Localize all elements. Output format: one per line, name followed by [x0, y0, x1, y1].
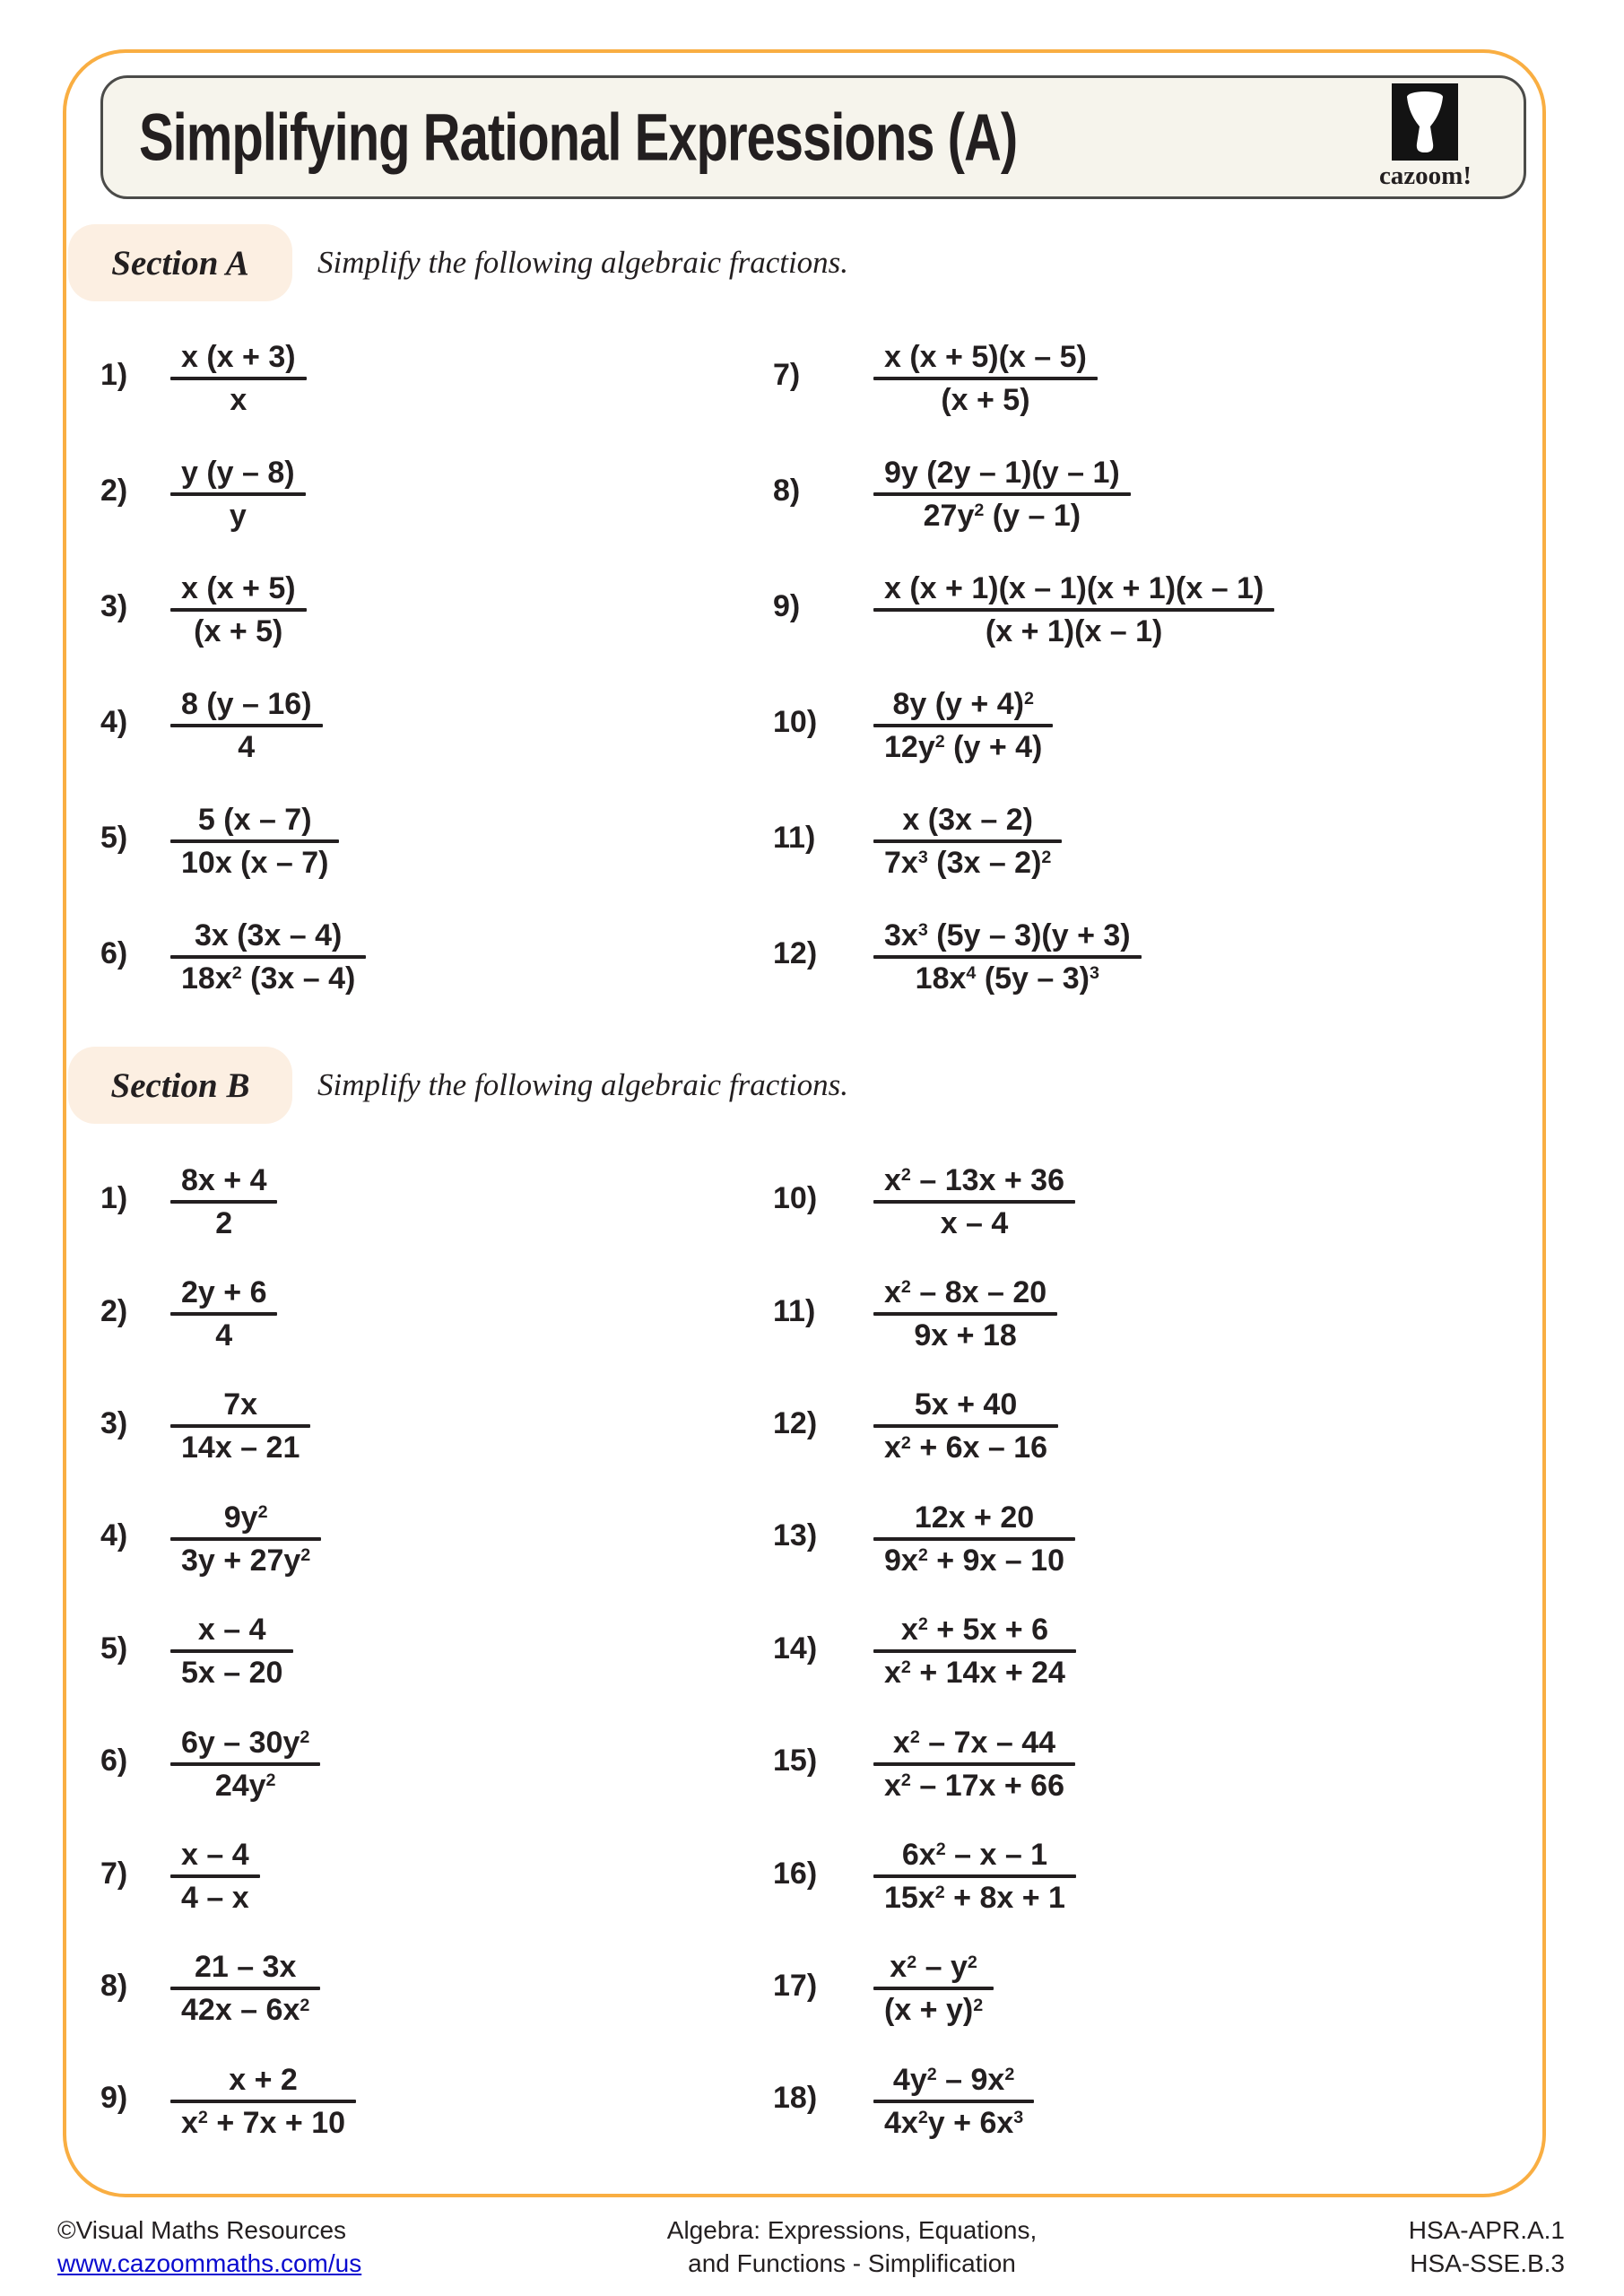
logo-wordmark: cazoom!	[1378, 161, 1472, 190]
fraction-numerator: 9y (2y – 1)(y – 1)	[884, 455, 1120, 490]
fraction-numerator: $x^2 - 13x + 36$	[884, 1162, 1064, 1197]
fraction-bar	[873, 1200, 1075, 1204]
problem-row	[100, 552, 366, 667]
problem-number: 12)	[773, 1405, 818, 1440]
fraction	[170, 802, 339, 881]
fraction-numerator: x – 4	[181, 1838, 249, 1873]
fraction-numerator: $3x^3$ (5y – 3)(y + 3)	[884, 918, 1131, 952]
problem-row	[100, 2045, 356, 2157]
fraction-bar	[873, 492, 1131, 496]
fraction-denominator: 9x + 18	[914, 1318, 1017, 1353]
problem-number: 17)	[773, 1968, 818, 2003]
problem-row	[773, 1933, 1076, 2045]
problem-row	[100, 667, 366, 783]
fraction-bar	[170, 955, 366, 959]
fraction-bar	[170, 1424, 310, 1428]
problem-row	[100, 320, 366, 436]
fraction-bar	[170, 492, 306, 496]
fraction-denominator: x	[230, 382, 248, 417]
problem-number: 7)	[100, 1856, 128, 1891]
fraction-bar	[873, 724, 1053, 727]
fraction	[170, 1274, 277, 1353]
fraction-numerator: 3x (3x – 4)	[194, 918, 343, 952]
problem-row	[100, 1933, 356, 2045]
problem-row	[773, 436, 1274, 552]
fraction-bar	[873, 1987, 994, 1990]
problem-row	[100, 1820, 356, 1932]
fraction	[873, 2062, 1034, 2141]
page-title: Simplifying Rational Expressions (A)	[139, 100, 1018, 175]
footer-category-line2: and Functions - Simplification	[688, 2249, 1016, 2277]
fraction-bar	[170, 839, 339, 843]
fraction-bar	[873, 839, 1062, 843]
fraction-numerator: $x^2 + 5x + 6$	[900, 1613, 1049, 1648]
fraction-bar	[873, 1762, 1075, 1766]
djembe-drum-icon	[1392, 83, 1458, 161]
fraction-denominator: $x^2 + 14x + 24$	[884, 1656, 1065, 1691]
fraction-denominator: $18x^4$ (5y – 3)$^3$	[915, 961, 1099, 996]
problem-number: 3)	[100, 589, 128, 623]
fraction	[170, 1162, 277, 1241]
fraction-numerator: 8 (y – 16)	[181, 686, 312, 721]
section-a-column-2	[773, 320, 1274, 1014]
fraction-numerator: $4y^2 - 9x^2$	[892, 2062, 1015, 2097]
problem-number: 2)	[100, 474, 128, 508]
problem-row	[773, 899, 1274, 1014]
problem-number: 9)	[100, 2081, 128, 2116]
section-b-label: Section B	[68, 1047, 292, 1124]
fraction-denominator: $27y^2$ (y – 1)	[923, 498, 1081, 533]
fraction-denominator: $(x + y)^2$	[884, 1993, 984, 2028]
problem-number: 1)	[100, 358, 128, 392]
fraction	[873, 1949, 994, 2028]
fraction-bar	[170, 1312, 277, 1316]
footer-category-line1: Algebra: Expressions, Equations,	[666, 2216, 1038, 2244]
problem-number: 11)	[773, 821, 816, 855]
problem-row	[100, 436, 366, 552]
problem-row	[773, 2045, 1076, 2157]
fraction-bar	[873, 1649, 1076, 1653]
fraction	[170, 455, 306, 534]
fraction-bar	[873, 2100, 1034, 2103]
problem-number: 15)	[773, 1744, 818, 1779]
problem-row	[100, 1145, 356, 1257]
fraction-bar	[170, 1762, 320, 1766]
section-a-header	[68, 224, 848, 301]
problem-row	[773, 1820, 1076, 1932]
fraction-numerator: x – 4	[197, 1613, 266, 1648]
fraction	[170, 1387, 310, 1465]
footer-standard-2: HSA-SSE.B.3	[1410, 2249, 1565, 2277]
fraction	[873, 1500, 1075, 1578]
problem-number: 10)	[773, 705, 818, 739]
fraction-denominator: $7x^3$ (3x – 2)$^2$	[884, 845, 1052, 880]
problem-number: 18)	[773, 2081, 818, 2116]
problem-number: 3)	[100, 1405, 128, 1440]
footer-copyright: ©Visual Maths Resources	[57, 2216, 347, 2244]
problem-number: 13)	[773, 1518, 818, 1553]
problem-number: 6)	[100, 936, 128, 970]
fraction-denominator: 5x – 20	[181, 1656, 283, 1691]
fraction-denominator: 14x – 21	[181, 1431, 300, 1465]
fraction	[873, 1387, 1058, 1465]
fraction-denominator: 4	[238, 729, 256, 764]
fraction-numerator: $x^2 - 8x - 20$	[884, 1275, 1047, 1310]
problem-number: 2)	[100, 1293, 128, 1328]
section-b-column-2	[773, 1145, 1076, 2158]
problem-number: 9)	[773, 589, 801, 623]
fraction-denominator: (x + 1)(x – 1)	[985, 613, 1163, 648]
fraction-denominator: $x^2 - 17x + 66$	[884, 1768, 1064, 1803]
fraction	[170, 1500, 321, 1578]
fraction-denominator: $18x^2$ (3x – 4)	[181, 961, 356, 996]
section-b-header	[68, 1047, 848, 1124]
problem-number: 10)	[773, 1181, 818, 1216]
fraction-denominator: $4x^2y + 6x^3$	[884, 2105, 1024, 2140]
problem-row	[773, 1257, 1076, 1370]
problem-row	[773, 783, 1274, 899]
fraction-denominator: 4 – x	[181, 1881, 249, 1916]
fraction-denominator: $x^2 + 7x + 10$	[181, 2105, 346, 2140]
fraction-numerator: y (y – 8)	[181, 455, 295, 490]
fraction	[170, 339, 307, 418]
problem-number: 12)	[773, 936, 818, 970]
fraction-numerator: x (3x – 2)	[902, 802, 1033, 837]
footer-website-link[interactable]: www.cazoommaths.com/us	[57, 2249, 362, 2277]
footer-category	[667, 2213, 1037, 2280]
problem-row	[100, 1708, 356, 1820]
problem-number: 5)	[100, 821, 128, 855]
fraction-bar	[873, 1537, 1075, 1541]
problem-row	[773, 1145, 1076, 1257]
footer-standard-1: HSA-APR.A.1	[1408, 2216, 1565, 2244]
fraction-numerator: 12x + 20	[914, 1500, 1035, 1535]
fraction-numerator: $6x^2$ – x – 1	[901, 1838, 1048, 1873]
problem-number: 14)	[773, 1631, 818, 1665]
fraction	[873, 570, 1274, 649]
title-bar	[100, 75, 1526, 199]
fraction-denominator: $15x^2 + 8x + 1$	[884, 1881, 1065, 1916]
fraction	[873, 802, 1062, 881]
fraction	[873, 1725, 1075, 1804]
fraction-bar	[170, 1874, 260, 1878]
fraction-numerator: 8x + 4	[181, 1162, 267, 1197]
cazoom-logo	[1379, 83, 1472, 191]
problem-row	[100, 1370, 356, 1483]
fraction-bar	[170, 1537, 321, 1541]
problem-number: 7)	[773, 358, 801, 392]
fraction-denominator: 10x (x – 7)	[181, 845, 329, 880]
fraction-bar	[873, 377, 1098, 380]
fraction-denominator: (x + 5)	[194, 613, 283, 648]
problem-number: 11)	[773, 1293, 816, 1328]
problem-row	[773, 1370, 1076, 1483]
fraction	[170, 1725, 320, 1804]
problem-row	[773, 1708, 1076, 1820]
fraction-bar	[170, 1987, 320, 1990]
fraction-numerator: x (x + 3)	[181, 339, 296, 374]
fraction-numerator: 5 (x – 7)	[197, 802, 312, 837]
fraction-numerator: x (x + 1)(x – 1)(x + 1)(x – 1)	[884, 570, 1264, 605]
fraction-bar	[170, 724, 323, 727]
problem-row	[773, 320, 1274, 436]
fraction-denominator: 4	[215, 1318, 233, 1353]
fraction	[170, 1949, 320, 2028]
fraction-bar	[873, 1312, 1057, 1316]
fraction	[170, 686, 323, 765]
fraction	[170, 570, 307, 649]
fraction-bar	[873, 1424, 1058, 1428]
fraction-denominator: $3y + 27y^2$	[181, 1543, 311, 1578]
fraction	[873, 455, 1131, 534]
section-a-label: Section A	[68, 224, 292, 301]
fraction-bar	[170, 2100, 356, 2103]
problem-row	[773, 667, 1274, 783]
fraction	[873, 686, 1053, 765]
problem-number: 8)	[100, 1968, 128, 2003]
fraction-bar	[170, 1200, 277, 1204]
problem-row	[773, 552, 1274, 667]
fraction-numerator: $6y - 30y^2$	[181, 1725, 310, 1760]
fraction	[873, 1837, 1076, 1916]
fraction-denominator: $x^2 + 6x - 16$	[884, 1431, 1048, 1465]
fraction-denominator: 2	[215, 1205, 233, 1240]
fraction-denominator: x – 4	[940, 1205, 1009, 1240]
problem-number: 4)	[100, 1518, 128, 1553]
footer-left	[57, 2213, 361, 2280]
fraction	[170, 1612, 293, 1691]
fraction	[170, 1837, 260, 1916]
section-a-column-1	[100, 320, 366, 1014]
fraction-numerator: 5x + 40	[914, 1387, 1018, 1422]
fraction-numerator: x (x + 5)(x – 5)	[884, 339, 1087, 374]
fraction-numerator: 2y + 6	[181, 1275, 267, 1310]
fraction-denominator: (x + 5)	[941, 382, 1030, 417]
problem-number: 16)	[773, 1856, 818, 1891]
fraction-denominator: $12y^2$ (y + 4)	[884, 729, 1043, 764]
problem-row	[100, 899, 366, 1014]
fraction-numerator: $x^2 - y^2$	[890, 1950, 977, 1985]
fraction-denominator: $24y^2$	[214, 1768, 276, 1803]
fraction	[873, 339, 1098, 418]
problem-row	[100, 1257, 356, 1370]
problem-number: 8)	[773, 474, 801, 508]
problem-number: 6)	[100, 1744, 128, 1779]
fraction	[873, 1162, 1075, 1241]
fraction-numerator: 7x	[223, 1387, 258, 1422]
problem-row	[100, 783, 366, 899]
fraction-bar	[170, 608, 307, 612]
section-a-instruction: Simplify the following algebraic fractions.	[317, 245, 849, 280]
fraction-bar	[873, 955, 1142, 959]
fraction	[873, 1274, 1057, 1353]
fraction-denominator: y	[229, 498, 247, 533]
fraction	[873, 918, 1142, 996]
fraction-denominator: $42x - 6x^2$	[181, 1993, 310, 2028]
problem-row	[773, 1483, 1076, 1595]
fraction-numerator: $9y^2$	[223, 1500, 268, 1535]
fraction	[170, 2062, 356, 2141]
problem-number: 4)	[100, 705, 128, 739]
fraction-numerator: x (x + 5)	[181, 570, 296, 605]
footer-standards	[1409, 2213, 1565, 2280]
problem-row	[100, 1483, 356, 1595]
fraction-bar	[873, 608, 1274, 612]
problem-number: 1)	[100, 1181, 128, 1216]
fraction-bar	[170, 377, 307, 380]
problem-number: 5)	[100, 1631, 128, 1665]
problem-row	[773, 1596, 1076, 1708]
fraction-numerator: $x^2 - 7x - 44$	[892, 1725, 1056, 1760]
fraction-bar	[170, 1649, 293, 1653]
fraction-numerator: x + 2	[229, 2062, 298, 2097]
fraction-numerator: 21 – 3x	[194, 1950, 297, 1985]
fraction-denominator: $9x^2 + 9x - 10$	[884, 1543, 1064, 1578]
section-b-column-1	[100, 1145, 356, 2158]
fraction	[170, 918, 366, 996]
fraction-numerator: 8y $(y + 4)^2$	[892, 686, 1034, 721]
fraction-bar	[873, 1874, 1076, 1878]
fraction	[873, 1612, 1076, 1691]
section-b-instruction: Simplify the following algebraic fractions.	[317, 1067, 849, 1102]
problem-row	[100, 1596, 356, 1708]
